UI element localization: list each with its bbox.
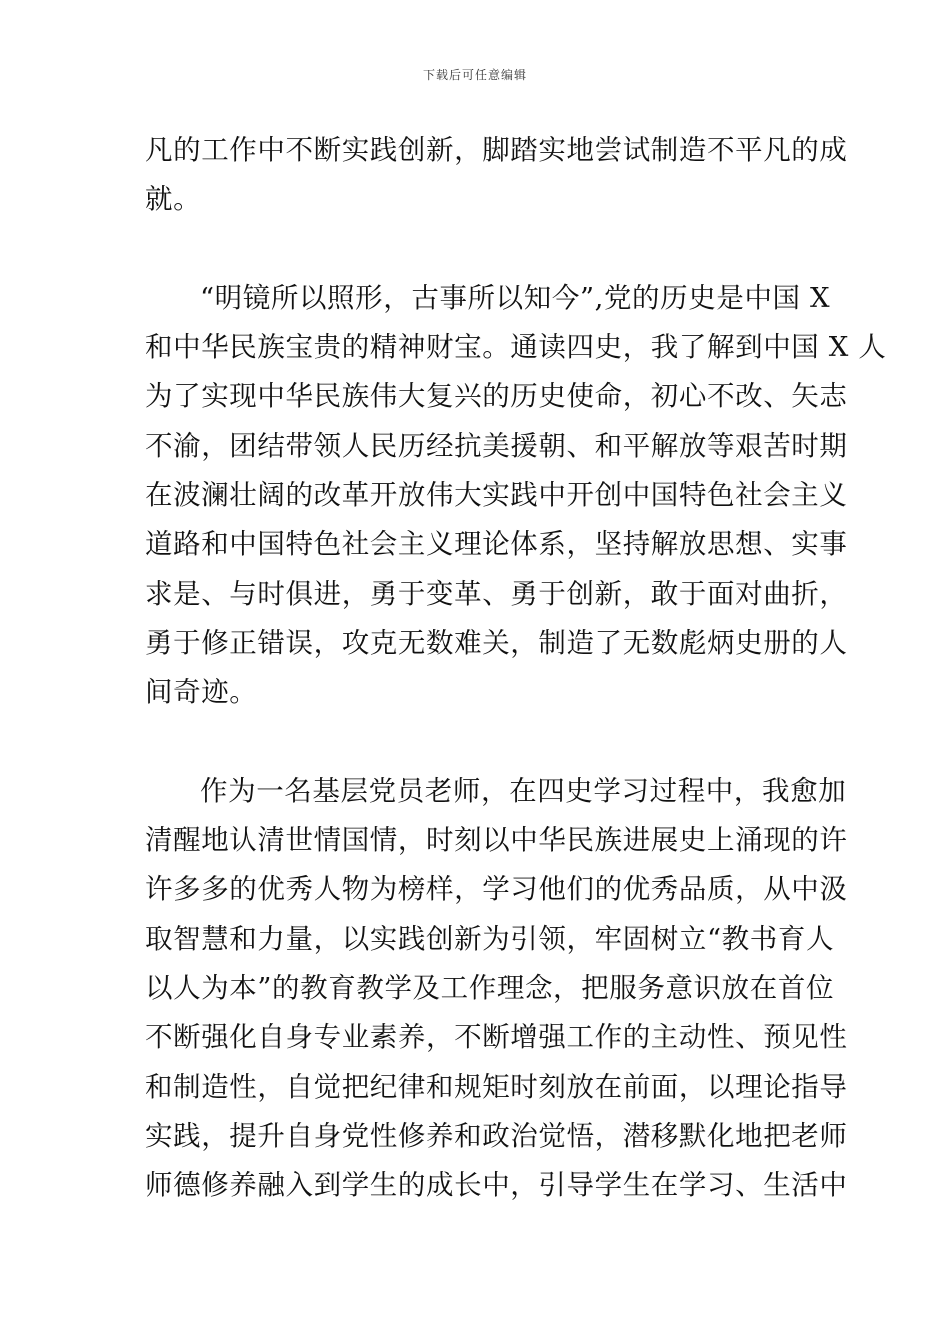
text-line: 以人为本”的教育教学及工作理念，把服务意识放在首位 xyxy=(145,972,835,1005)
text-line: 就。 xyxy=(145,183,202,216)
paragraph-spacer xyxy=(145,718,810,767)
text-line: 和中华民族宝贵的精神财宝。通读四史，我了解到中国 X 人 xyxy=(145,331,887,364)
paragraph-1 xyxy=(145,126,848,225)
text-line: 凡的工作中不断实践创新，脚踏实地尝试制造不平凡的成 xyxy=(145,134,848,166)
text-line: 作为一名基层党员老师，在四史学习过程中，我愈加 xyxy=(200,774,847,807)
text-line: 不断强化自身专业素养，不断增强工作的主动性、预见性 xyxy=(145,1021,848,1054)
text-line: 取智慧和力量，以实践创新为引领，牢固树立“教书育人 xyxy=(145,922,835,955)
paragraph-3 xyxy=(145,767,848,1211)
text-line: 师德修养融入到学生的成长中，引导学生在学习、生活中 xyxy=(145,1169,848,1202)
text-line: 实践，提升自身党性修养和政治觉悟，潜移默化地把老师 xyxy=(145,1119,848,1152)
text-line: 道路和中国特色社会主义理论体系，坚持解放思想、实事 xyxy=(145,528,848,561)
text-line: 不渝，团结带领人民历经抗美援朝、和平解放等艰苦时期 xyxy=(145,429,848,462)
text-line: “明镜所以照形，古事所以知今”,党的历史是中国 X xyxy=(200,281,831,314)
page-header-note: 下载后可任意编辑 xyxy=(422,68,527,82)
text-line: 求是、与时俱进，勇于变革、勇于创新，敢于面对曲折， xyxy=(145,577,848,610)
text-line: 在波澜壮阔的改革开放伟大实践中开创中国特色社会主义 xyxy=(145,479,848,512)
text-line: 许多多的优秀人物为榜样，学习他们的优秀品质，从中汲 xyxy=(145,873,848,906)
document-body xyxy=(145,126,887,1211)
paragraph-spacer xyxy=(145,225,810,274)
text-line: 清醒地认清世情国情，时刻以中华民族进展史上涌现的许 xyxy=(145,824,848,857)
paragraph-2 xyxy=(145,274,887,718)
text-line: 间奇迹。 xyxy=(145,676,258,709)
text-line: 为了实现中华民族伟大复兴的历史使命，初心不改、矢志 xyxy=(145,380,848,413)
text-line: 勇于修正错误，攻克无数难关，制造了无数彪炳史册的人 xyxy=(145,626,848,659)
text-line: 和制造性，自觉把纪律和规矩时刻放在前面，以理论指导 xyxy=(145,1070,848,1103)
